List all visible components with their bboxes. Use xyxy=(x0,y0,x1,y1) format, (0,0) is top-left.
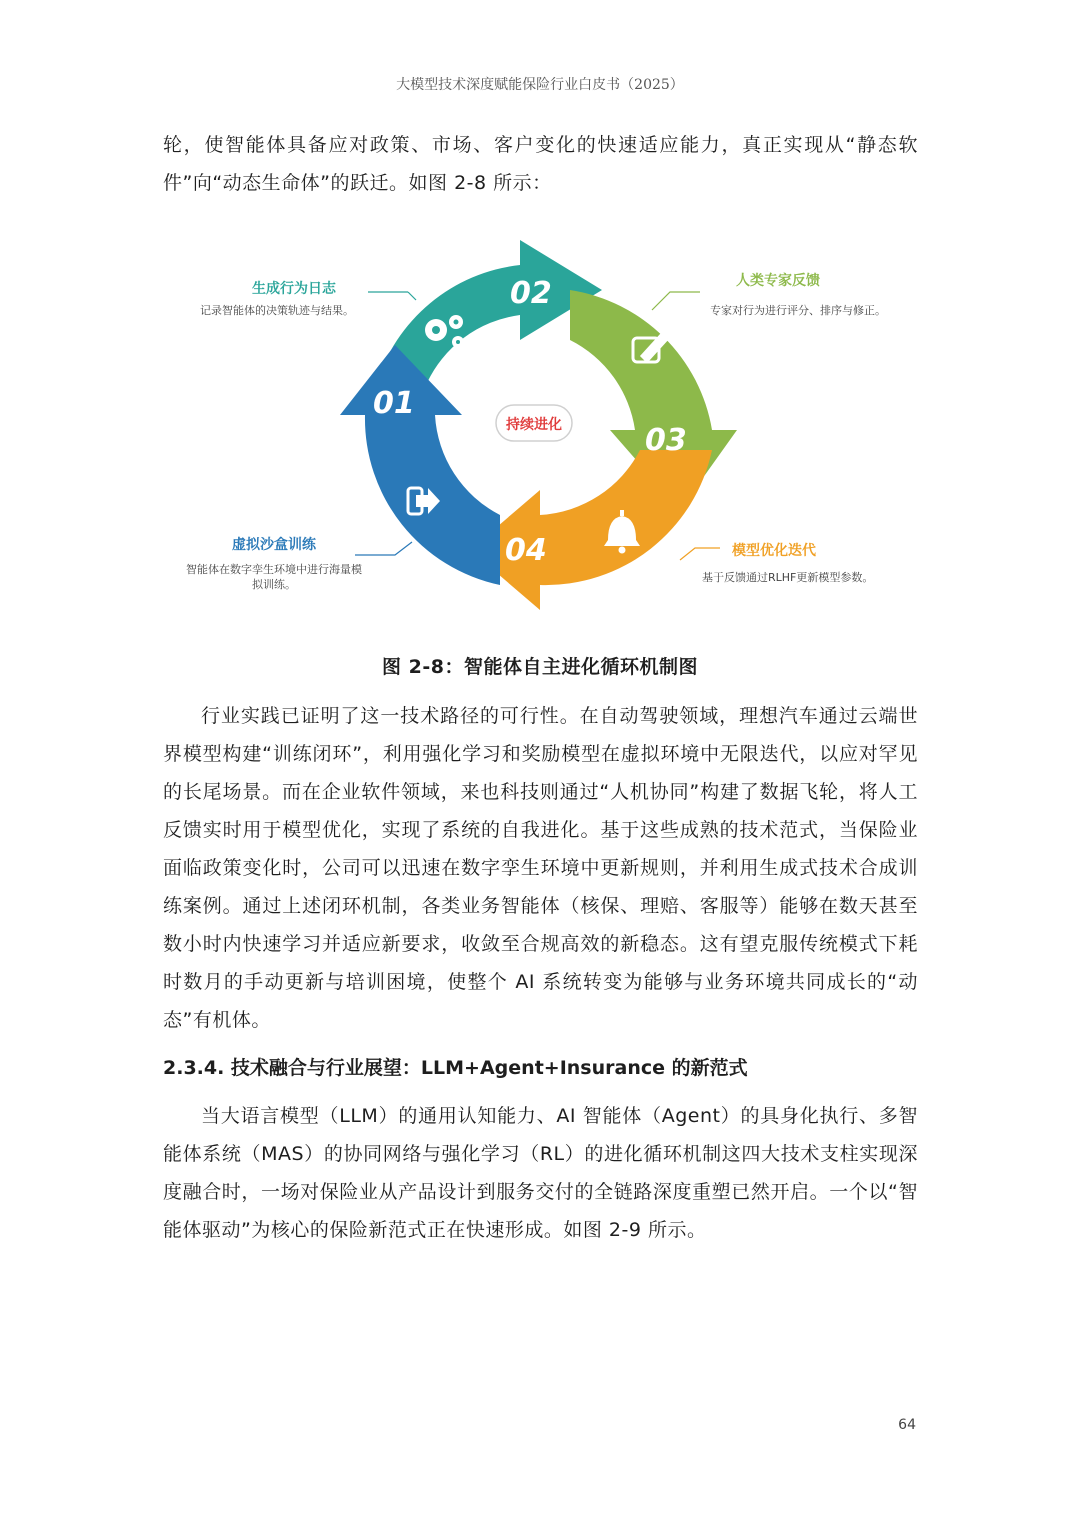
step-02-description: 记录智能体的决策轨迹与结果。 xyxy=(200,304,354,317)
step-03-description: 专家对行为进行评分、排序与修正。 xyxy=(710,304,886,317)
page-number: 64 xyxy=(898,1417,916,1433)
segment-04 xyxy=(470,450,712,610)
step-number-01: 01 xyxy=(373,386,415,421)
step-03-title: 人类专家反馈 xyxy=(736,273,820,289)
leader-line-01 xyxy=(355,542,412,555)
center-label: 持续进化 xyxy=(506,417,562,433)
step-04-title: 模型优化迭代 xyxy=(732,543,816,559)
evolution-cycle-diagram xyxy=(180,230,900,620)
step-02-title: 生成行为日志 xyxy=(252,281,336,297)
step-01-description: 智能体在数字孪生环境中进行海量模拟训练。 xyxy=(186,563,362,591)
section-heading: 2.3.4. 技术融合与行业展望：LLM+Agent+Insurance 的新范式 xyxy=(163,1057,748,1079)
step-01-title: 虚拟沙盒训练 xyxy=(232,537,316,553)
page-header: 大模型技术深度赋能保险行业白皮书（2025） xyxy=(396,77,684,93)
step-number-03: 03 xyxy=(645,423,687,458)
step-number-04: 04 xyxy=(505,533,547,568)
segment-01 xyxy=(340,345,500,585)
body-paragraph-3: 当大语言模型（LLM）的通用认知能力、AI 智能体（Agent）的具身化执行、多智能体系统（MAS）的协同网络与强化学习（RL）的进化循环机制这四大技术支柱实现深度融合时，一场对保险业从产品设计到服务交付的全链路深度重塑已然开启。一个以“智能体驱动”为核心的保险新范式正在快速形成。如图 2-9 所示。 xyxy=(163,1105,918,1241)
body-paragraph-2: 行业实践已证明了这一技术路径的可行性。在自动驾驶领域，理想汽车通过云端世界模型构建“训练闭环”，利用强化学习和奖励模型在虚拟环境中无限迭代，以应对罕见的长尾场景。而在企业软件领域，来也科技则通过“人机协同”构建了数据飞轮，将人工反馈实时用于模型优化，实现了系统的自我进化。基于这些成熟的技术范式，当保险业面临政策变化时，公司可以迅速在数字孪生环境中更新规则，并利用生成式技术合成训练案例。通过上述闭环机制，各类业务智能体（核保、理赔、客服等）能够在数天甚至数小时内快速学习并适应新要求，收敛至合规高效的新稳态。这有望克服传统模式下耗时数月的手动更新与培训困境，使整个 AI 系统转变为能够与业务环境共同成长的“动态”有机体。 xyxy=(163,705,918,1031)
leader-line-03 xyxy=(652,292,700,310)
leader-line-02-tail xyxy=(408,292,416,300)
leader-line-04 xyxy=(680,548,720,560)
step-number-02: 02 xyxy=(510,276,552,311)
figure-caption: 图 2-8：智能体自主进化循环机制图 xyxy=(382,656,698,678)
step-04-description: 基于反馈通过RLHF更新模型参数。 xyxy=(702,571,874,584)
intro-paragraph: 轮，使智能体具备应对政策、市场、客户变化的快速适应能力，真正实现从“静态软件”向“动态生命体”的跃迁。如图 2-8 所示： xyxy=(163,134,918,194)
